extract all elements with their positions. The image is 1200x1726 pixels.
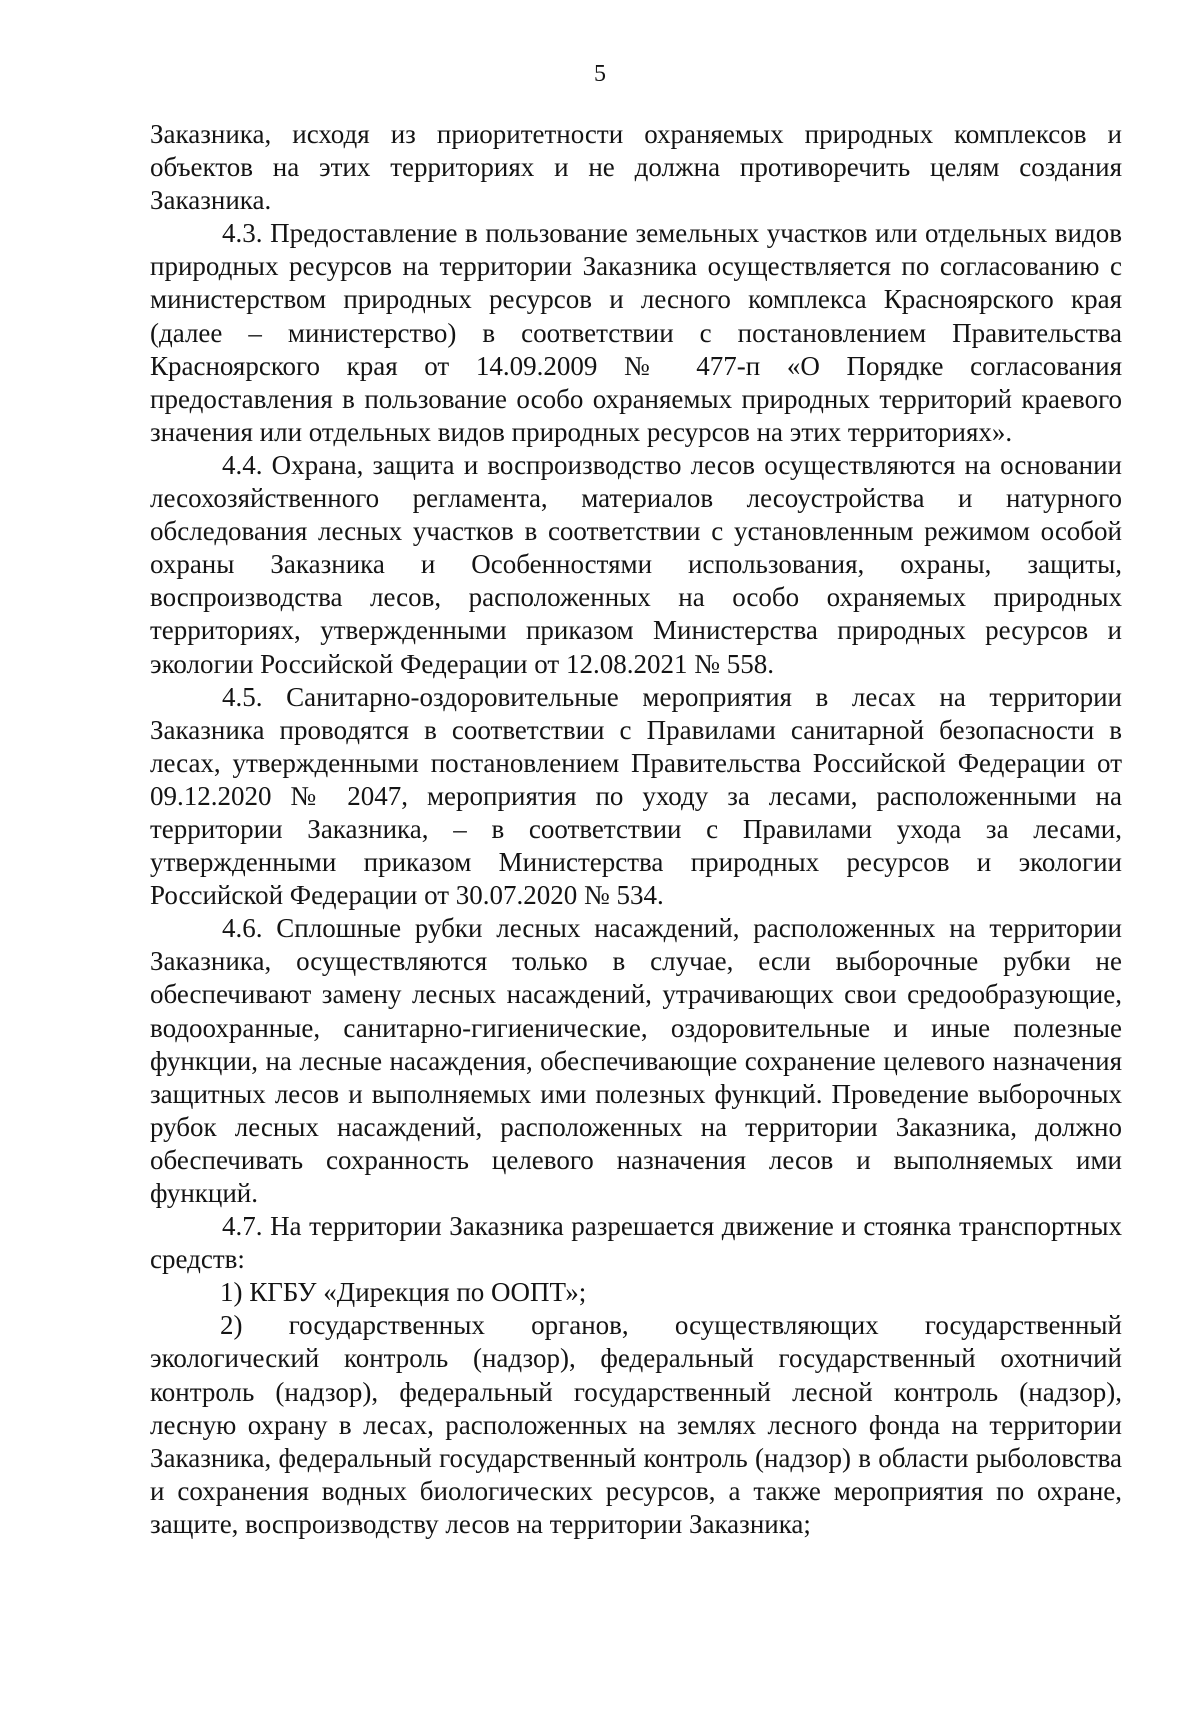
list-item-1: 1) КГБУ «Дирекция по ООПТ»; xyxy=(220,1277,587,1308)
page-number: 5 xyxy=(594,61,606,87)
paragraph-4-4: 4.4. Охрана, защита и воспроизводство лесов осуществляются на основании лесохозяйственного регламента, материалов лесоустройства и натурного обследования лесных участков в соответствии с установленным режимом особой охраны Заказника и Особенностями использования, охраны, защиты, воспроизводства лесов, расположенных на особо охраняемых природных территориях, утвержденными приказом Министерства природных ресурсов и экологии Российской Федерации от 12.08.2021 № 558. xyxy=(150,449,1122,679)
paragraph-continuation: Заказника, исходя из приоритетности охраняемых природных комплексов и объектов на этих территориях и не должна противоречить целям создания Заказника. xyxy=(150,119,1122,216)
paragraph-4-3: 4.3. Предоставление в пользование земельных участков или отдельных видов природных ресурсов на территории Заказника осуществляется по согласованию с министерством природных ресурсов и лесного комплекса Красноярского края (далее – министерство) в соответствии с постановлением Правительства Красноярского края от 14.09.2009 № 477-п «О Порядке согласования предоставления в пользование особо охраняемых природных территорий краевого значения или отдельных видов природных ресурсов на этих территориях». xyxy=(150,218,1122,447)
paragraph-4-6: 4.6. Сплошные рубки лесных насаждений, расположенных на территории Заказника, осуществляются только в случае, если выборочные рубки не обеспечивают замену лесных насаждений, утрачивающих свои средообразующие, водоохранные, санитарно-гигиенические, оздоровительные и иные полезные функции, на лесные насаждения, обеспечивающие сохранение целевого назначения защитных лесов и выполняемых ими полезных функций. Проведение выборочных рубок лесных насаждений, расположенных на территории Заказника, должно обеспечивать сохранность целевого назначения лесов и выполняемых ими функций. xyxy=(150,913,1122,1208)
paragraph-4-7: 4.7. На территории Заказника разрешается движение и стоянка транспортных средств: xyxy=(150,1211,1122,1275)
document-body xyxy=(150,118,1122,1541)
paragraph-4-5: 4.5. Санитарно-оздоровительные мероприятия в лесах на территории Заказника проводятся в соответствии с Правилами санитарной безопасности в лесах, утвержденными постановлением Правительства Российской Федерации от 09.12.2020 № 2047, мероприятия по уходу за лесами, расположенными на территории Заказника, – в соответствии с Правилами ухода за лесами, утвержденными приказом Министерства природных ресурсов и экологии Российской Федерации от 30.07.2020 № 534. xyxy=(150,681,1122,911)
list-item-2: 2) государственных органов, осуществляющих государственный экологический контроль (надзор), федеральный государственный охотничий контроль (надзор), федеральный государственный лесной контроль (надзор), лесную охрану в лесах, расположенных на землях лесного фонда на территории Заказника, федеральный государственный контроль (надзор) в области рыболовства и сохранения водных биологических ресурсов, а также мероприятия по охране, защите, воспроизводству лесов на территории Заказника; xyxy=(150,1310,1122,1539)
